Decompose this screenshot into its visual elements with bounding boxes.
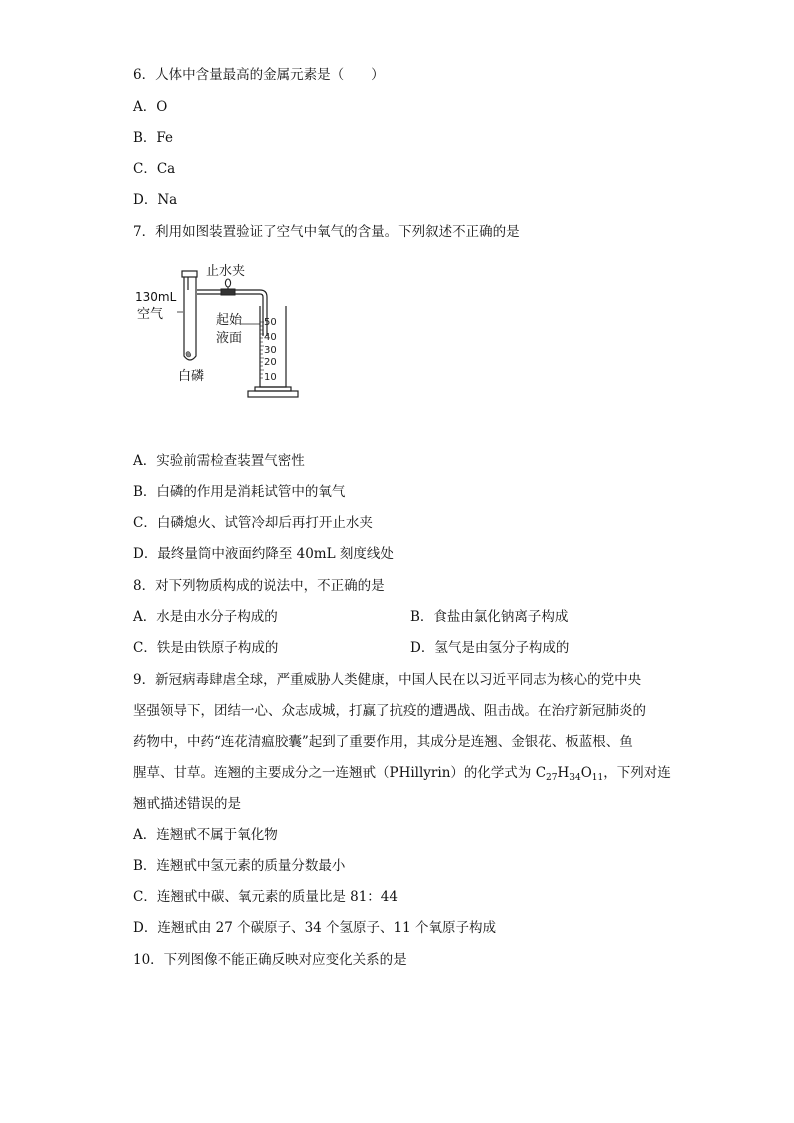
formula-o-subscript: 11 (591, 773, 604, 783)
air-volume-label: 130mL (135, 290, 177, 304)
q9-line-4-text: 腥草、甘草。连翘的主要成分之一连翘甙（PHillyrin）的化学式为 C (133, 765, 547, 781)
q7-option-b: B．白磷的作用是消耗试管中的氧气 (133, 484, 346, 500)
test-tube (182, 271, 197, 360)
formula-h-subscript: 34 (569, 773, 581, 783)
start-level-label-2: 液面 (216, 331, 243, 346)
q9-line-4-tail: ，下列对连 (603, 765, 671, 781)
q6-option-c: C．Ca (133, 161, 176, 177)
q9-option-d: D．连翘甙由 27 个碳原子、34 个氢原子、11 个氧原子构成 (133, 920, 497, 936)
q8-option-c: C．铁是由铁原子构成的 (133, 640, 279, 656)
phosphorus-label: 白磷 (178, 369, 205, 384)
scale-mark-50: 50 (264, 317, 277, 328)
phosphorus-blob (186, 352, 191, 358)
q6-option-b: B．Fe (133, 130, 174, 146)
q9-option-b: B．连翘甙中氢元素的质量分数最小 (133, 858, 346, 874)
q9-stem-line-2: 坚强领导下，团结一心、众志成城，打赢了抗疫的遭遇战、阻击战。在治疗新冠肺炎的 (133, 703, 646, 719)
q9-option-c: C．连翘甙中碳、氧元素的质量比是 81：44 (133, 889, 398, 905)
q9-stem-line-4 (133, 764, 671, 782)
q9-stem-line-1: 9．新冠病毒肆虐全球，严重威胁人类健康，中国人民在以习近平同志为核心的党中央 (133, 672, 642, 688)
q7-apparatus-figure (133, 256, 303, 406)
q7-option-d: D．最终量筒中液面约降至 40mL 刻度线处 (133, 546, 394, 562)
q8-option-d: D．氢气是由氢分子构成的 (410, 640, 570, 656)
q7-stem: 7．利用如图装置验证了空气中氧气的含量。下列叙述不正确的是 (133, 224, 520, 240)
q7-option-a: A．实验前需检查装置气密性 (133, 453, 305, 469)
q8-option-a: A．水是由水分子构成的 (133, 609, 278, 625)
scale-mark-30: 30 (264, 345, 277, 356)
scale-mark-20: 20 (264, 357, 277, 368)
air-label: 空气 (137, 307, 164, 322)
scale-mark-40: 40 (264, 332, 277, 343)
q7-option-c: C．白磷熄火、试管冷却后再打开止水夹 (133, 515, 373, 531)
water-clamp (221, 279, 235, 295)
q6-option-a: A．O (133, 99, 168, 115)
q6-stem: 6．人体中含量最高的金属元素是（ ） (133, 67, 385, 83)
start-level-label-1: 起始 (216, 313, 243, 328)
q8-stem: 8．对下列物质构成的说法中，不正确的是 (133, 578, 385, 594)
q8-option-b: B．食盐由氯化钠离子构成 (410, 609, 569, 625)
formula-o: O (580, 765, 592, 781)
q9-stem-line-5: 翘甙描述错误的是 (133, 796, 241, 812)
clamp-label: 止水夹 (206, 264, 246, 279)
q10-stem: 10．下列图像不能正确反映对应变化关系的是 (133, 952, 407, 968)
q9-option-a: A．连翘甙不属于氧化物 (133, 827, 278, 843)
formula-h: H (557, 765, 570, 781)
q6-option-d: D．Na (133, 192, 178, 208)
scale-mark-10: 10 (264, 372, 277, 383)
q9-stem-line-3: 药物中，中药“连花清瘟胶囊”起到了重要作用，其成分是连翘、金银花、板蓝根、鱼 (133, 734, 633, 750)
formula-c-subscript: 27 (546, 773, 558, 783)
